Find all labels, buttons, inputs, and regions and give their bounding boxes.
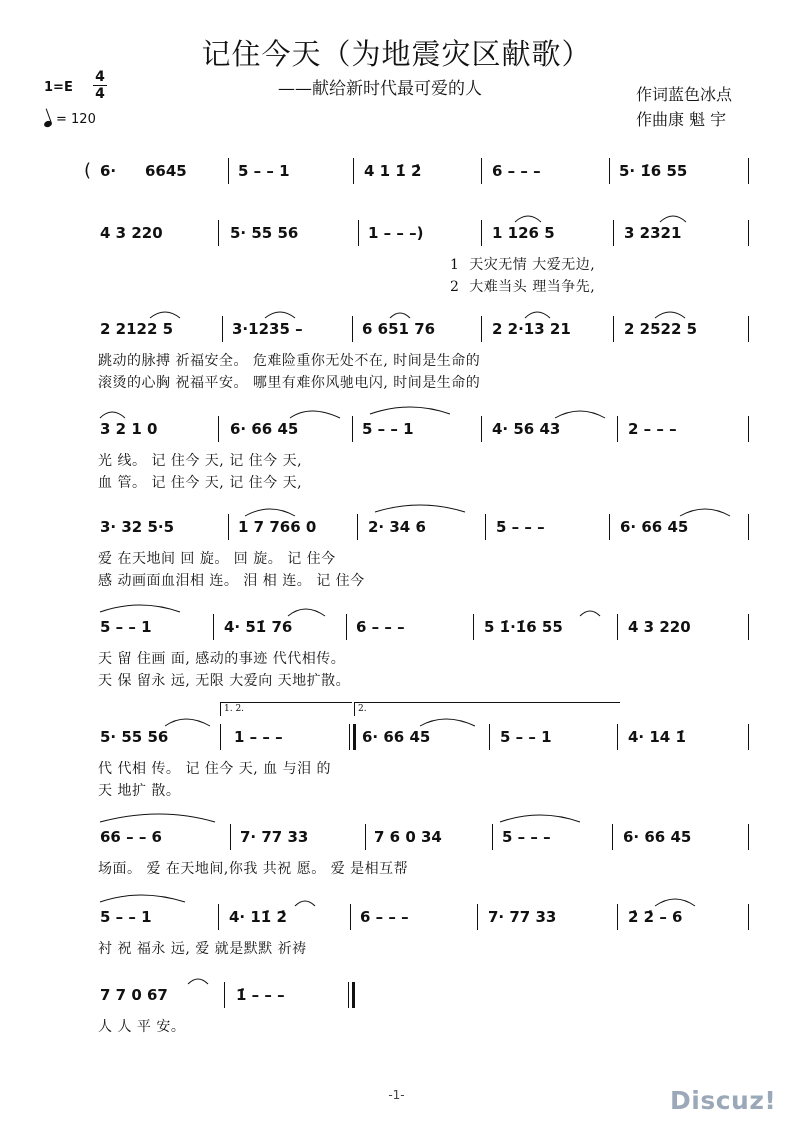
measure-note: 6· 66 45 bbox=[230, 420, 299, 438]
lyricist-credit: 作词蓝色冰点 bbox=[636, 85, 733, 104]
measure-note: 3 2321 bbox=[624, 224, 682, 242]
system-7 bbox=[0, 724, 793, 814]
lyric-verse-2: 天 地扩 散。 bbox=[98, 783, 181, 799]
bar-line bbox=[609, 514, 610, 540]
lyric-verse-2: 血 管。 记 住今 天, 记 住今 天, bbox=[98, 475, 303, 491]
bar-line bbox=[346, 614, 347, 640]
bar-line bbox=[748, 158, 749, 184]
measure-note: 1 – – –) bbox=[368, 224, 424, 242]
bar-line bbox=[481, 158, 482, 184]
bar-line bbox=[481, 416, 482, 442]
quarter-note-icon bbox=[43, 120, 53, 128]
measure-note: 2 2·13 21 bbox=[492, 320, 571, 338]
measure-note: 4· 11̇ 2̇ bbox=[229, 908, 287, 926]
lyric-verse-2: 感 动画面血泪相 连。 泪 相 连。 记 住今 bbox=[98, 573, 365, 589]
measure-note: 6 – – – bbox=[356, 618, 405, 636]
lyric-verse-1: 人 人 平 安。 bbox=[98, 1019, 186, 1035]
lyric-verse-1: 衬 祝 福永 远, 爱 就是默默 祈祷 bbox=[98, 941, 307, 957]
system-3 bbox=[0, 316, 793, 406]
bar-line bbox=[218, 904, 219, 930]
time-signature bbox=[93, 70, 107, 101]
measure-note: 2̇ 2̇ – 6 bbox=[628, 908, 683, 926]
bar-line bbox=[613, 220, 614, 246]
repeat-bar-line-thick bbox=[353, 724, 356, 750]
bar-line bbox=[748, 416, 749, 442]
measure-note: 6 – – – bbox=[360, 908, 409, 926]
measure-note: 6· 66 45 bbox=[620, 518, 689, 536]
measure-note: 6645 bbox=[145, 162, 187, 180]
measure-note: 3 2 1 0 bbox=[100, 420, 158, 438]
lyric-verse-1: 跳动的脉搏 祈福安全。 危难险重你无处不在, 时间是生命的 bbox=[98, 353, 481, 369]
bar-line bbox=[352, 316, 353, 342]
bar-line bbox=[748, 316, 749, 342]
measure-note: 2 – – – bbox=[628, 420, 677, 438]
bar-line bbox=[617, 614, 618, 640]
measure-note: 6· 66 45 bbox=[623, 828, 692, 846]
measure-note: 4 3 220 bbox=[628, 618, 691, 636]
bar-line bbox=[481, 316, 482, 342]
bar-line bbox=[365, 824, 366, 850]
measure-note: 5 – – – bbox=[502, 828, 551, 846]
measure-note: 7· 77 33 bbox=[240, 828, 309, 846]
measure-note: 6· bbox=[100, 162, 117, 180]
bar-line bbox=[218, 220, 219, 246]
bar-line bbox=[230, 824, 231, 850]
bar-line bbox=[492, 824, 493, 850]
measure-note: 1 – – – bbox=[234, 728, 283, 746]
measure-note: 7 6 0 34 bbox=[374, 828, 442, 846]
bar-line bbox=[748, 724, 749, 750]
measure-note: ( bbox=[84, 160, 92, 181]
bar-line bbox=[213, 614, 214, 640]
measure-note: 2 2122 5 bbox=[100, 320, 174, 338]
bar-line bbox=[485, 514, 486, 540]
measure-note: 5 – – 1 bbox=[362, 420, 414, 438]
measure-note: 6 – – – bbox=[492, 162, 541, 180]
bar-line bbox=[224, 982, 225, 1008]
measure-note: 3· 32 5·5 bbox=[100, 518, 175, 536]
measure-note: 3·1235 – bbox=[232, 320, 303, 338]
system-4 bbox=[0, 416, 793, 506]
lyric-verse-1: 场面。 爱 在天地间,你我 共祝 愿。 爱 是相互帮 bbox=[98, 861, 409, 877]
measure-note: 66 – – 6 bbox=[100, 828, 162, 846]
page-number: -1- bbox=[388, 1088, 405, 1102]
bar-line bbox=[609, 158, 610, 184]
bar-line bbox=[350, 904, 351, 930]
measure-note: 4· 14 1̇ bbox=[628, 728, 686, 746]
measure-note: 1 126 5 bbox=[492, 224, 555, 242]
measure-note: 4· 51̇ 76 bbox=[224, 618, 293, 636]
tempo-marking bbox=[44, 112, 96, 127]
final-bar-line-thick bbox=[352, 982, 355, 1008]
bar-line bbox=[358, 220, 359, 246]
measure-note: 2 2522 5 bbox=[624, 320, 698, 338]
bar-line bbox=[748, 904, 749, 930]
bar-line bbox=[617, 416, 618, 442]
volta-2-label: 2. bbox=[358, 704, 367, 714]
measure-note: 2· 34 6 bbox=[368, 518, 426, 536]
bar-line bbox=[617, 904, 618, 930]
bar-line bbox=[613, 316, 614, 342]
lyric-verse-1: 代 代相 传。 记 住今 天, 血 与泪 的 bbox=[98, 761, 332, 777]
key-signature: 1=E bbox=[44, 80, 73, 95]
bar-line bbox=[353, 158, 354, 184]
bar-line bbox=[617, 724, 618, 750]
repeat-bar-line bbox=[349, 724, 350, 750]
system-5 bbox=[0, 514, 793, 604]
measure-note: 5 – – 1 bbox=[100, 618, 152, 636]
composer-credit: 作曲康 魁 宇 bbox=[636, 110, 727, 129]
measure-note: 6 651 76 bbox=[362, 320, 436, 338]
song-title: 记住今天（为地震灾区献歌） bbox=[201, 37, 592, 71]
tempo-value: = 120 bbox=[56, 112, 96, 127]
final-bar-line bbox=[348, 982, 349, 1008]
lyric-verse-1: 1 天灾无情 大爱无边, bbox=[450, 257, 596, 273]
measure-note: 4 1 1̇ 2̇ bbox=[364, 162, 422, 180]
measure-note: 5 1̇·1̇6 55 bbox=[484, 618, 563, 636]
measure-note: 6· 66 45 bbox=[362, 728, 431, 746]
system-6 bbox=[0, 614, 793, 704]
bar-line bbox=[228, 158, 229, 184]
forum-watermark: Discuz! bbox=[670, 1086, 777, 1115]
bar-line bbox=[489, 724, 490, 750]
system-2 bbox=[0, 220, 793, 310]
measure-note: 4 3 220 bbox=[100, 224, 163, 242]
time-top: 4 bbox=[95, 69, 105, 85]
time-bottom: 4 bbox=[95, 86, 105, 102]
song-subtitle: ——献给新时代最可爱的人 bbox=[278, 79, 482, 99]
measure-note: 5 – – 1 bbox=[238, 162, 290, 180]
bar-line bbox=[222, 316, 223, 342]
bar-line bbox=[218, 416, 219, 442]
measure-note: 4· 56 43 bbox=[492, 420, 561, 438]
bar-line bbox=[481, 220, 482, 246]
measure-note: 5· 1̇6 55 bbox=[619, 162, 688, 180]
bar-line bbox=[612, 824, 613, 850]
lyric-verse-1: 光 线。 记 住今 天, 记 住今 天, bbox=[98, 453, 303, 469]
measure-note: 5 – – – bbox=[496, 518, 545, 536]
bar-line bbox=[477, 904, 478, 930]
measure-note: 5 – – 1 bbox=[100, 908, 152, 926]
volta-1-label: 1. 2. bbox=[224, 704, 245, 714]
measure-note: 5· 55 56 bbox=[100, 728, 169, 746]
bar-line bbox=[473, 614, 474, 640]
bar-line bbox=[352, 416, 353, 442]
bar-line bbox=[357, 514, 358, 540]
bar-line bbox=[748, 614, 749, 640]
bar-line bbox=[748, 220, 749, 246]
measure-note: 5· 55 56 bbox=[230, 224, 299, 242]
measure-note: 7 7 0 67 bbox=[100, 986, 168, 1004]
bar-line bbox=[228, 514, 229, 540]
measure-note: 1̇ – – – bbox=[236, 986, 285, 1004]
bar-line bbox=[748, 824, 749, 850]
measure-note: 7· 77 33 bbox=[488, 908, 557, 926]
system-10 bbox=[0, 982, 793, 1072]
lyric-verse-2: 滚烫的心胸 祝福平安。 哪里有难你风驰电闪, 时间是生命的 bbox=[98, 375, 481, 391]
bar-line bbox=[748, 514, 749, 540]
lyric-verse-2: 2 大难当头 理当争先, bbox=[450, 279, 596, 295]
measure-note: 5 – – 1 bbox=[500, 728, 552, 746]
lyric-verse-1: 爱 在天地间 回 旋。 回 旋。 记 住今 bbox=[98, 551, 336, 567]
measure-note: 1 7 766 0 bbox=[238, 518, 317, 536]
bar-line bbox=[220, 724, 221, 750]
lyric-verse-1: 天 留 住画 面, 感动的事迹 代代相传。 bbox=[98, 651, 346, 667]
lyric-verse-2: 天 保 留永 远, 无限 大爱向 天地扩散。 bbox=[98, 673, 351, 689]
